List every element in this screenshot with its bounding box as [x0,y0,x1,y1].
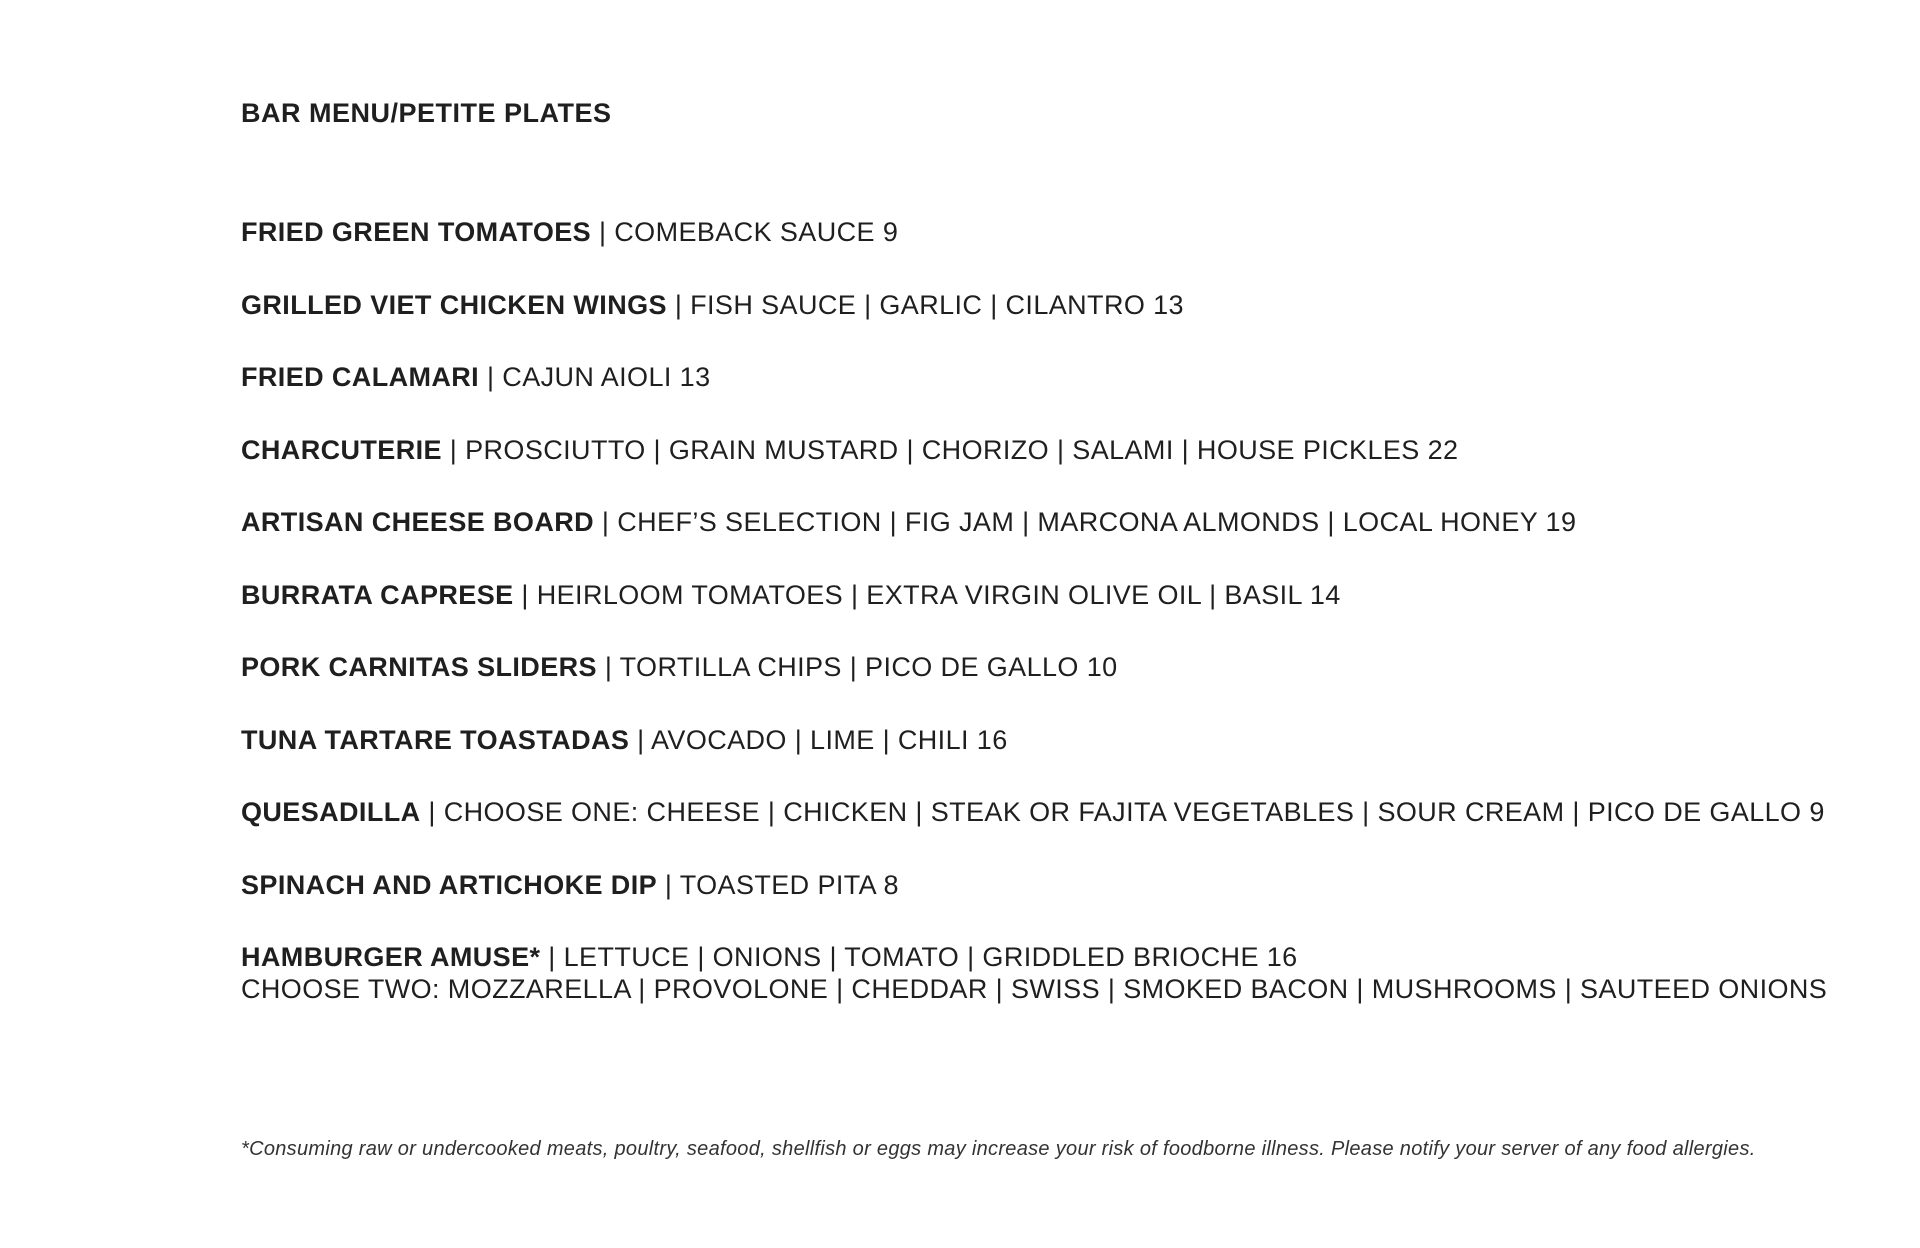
menu-item-name: ARTISAN CHEESE BOARD [241,507,595,537]
menu-item-name: QUESADILLA [241,797,421,827]
menu-item-name: HAMBURGER AMUSE* [241,942,541,972]
menu-item-name: FRIED GREEN TOMATOES [241,217,592,247]
menu-item-details: | LETTUCE | ONIONS | TOMATO | GRIDDLED BRIOCHE 16 [540,942,1298,972]
menu-item-details: | CHEF’S SELECTION | FIG JAM | MARCONA ALMONDS | LOCAL HONEY 19 [594,507,1577,537]
menu-item-name: GRILLED VIET CHICKEN WINGS [241,289,667,320]
menu-item-list [241,216,1827,1014]
menu-item [241,216,1827,289]
menu-item-options: CHOOSE TWO: MOZZARELLA | PROVOLONE | CHEDDAR | SWISS | SMOKED BACON | MUSHROOMS | SAUTEED ONIONS [241,974,1828,1004]
menu-item [241,869,1827,942]
menu-item-details: | FISH SAUCE | GARLIC | CILANTRO 13 [666,289,1184,320]
menu-item [241,651,1827,724]
menu-item-details: | TOASTED PITA 8 [657,869,899,900]
menu-item [241,289,1827,362]
menu-item [241,724,1827,797]
menu-item-name: BURRATA CAPRESE [241,579,514,610]
food-safety-disclaimer: *Consuming raw or undercooked meats, poultry, seafood, shellfish or eggs may increase your risk of foodborne illness. Please notify your server of any food allergies. [241,1138,1756,1160]
menu-item-name: PORK CARNITAS SLIDERS [241,652,597,682]
menu-item-name: CHARCUTERIE [241,434,442,465]
menu-item [241,434,1827,507]
menu-item-name: FRIED CALAMARI [241,362,480,392]
menu-item-details: | PROSCIUTTO | GRAIN MUSTARD | CHORIZO | SALAMI | HOUSE PICKLES 22 [441,434,1459,465]
menu-item-details: | COMEBACK SAUCE 9 [591,217,899,247]
menu-item-details: | HEIRLOOM TOMATOES | EXTRA VIRGIN OLIVE OIL | BASIL 14 [513,579,1341,610]
menu-item [241,361,1827,434]
menu-item [241,796,1827,869]
menu-item-name: TUNA TARTARE TOASTADAS [241,724,630,755]
menu-item-name: SPINACH AND ARTICHOKE DIP [241,869,658,900]
menu-item [241,579,1827,652]
menu-item-details: | AVOCADO | LIME | CHILI 16 [629,724,1008,755]
menu-item-details: | TORTILLA CHIPS | PICO DE GALLO 10 [596,652,1118,682]
menu-item [241,941,1827,1014]
menu-item-details: | CAJUN AIOLI 13 [479,362,711,392]
menu-item [241,506,1827,579]
menu-title: BAR MENU/PETITE PLATES [241,98,612,128]
menu-item-details: | CHOOSE ONE: CHEESE | CHICKEN | STEAK OR FAJITA VEGETABLES | SOUR CREAM | PICO DE GALLO 9 [420,797,1825,827]
